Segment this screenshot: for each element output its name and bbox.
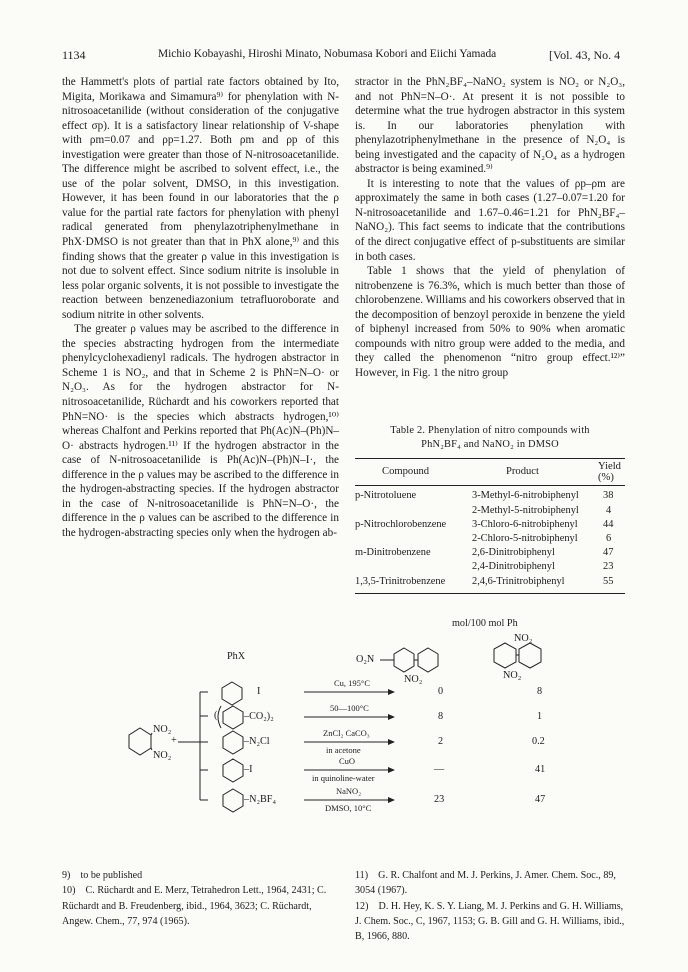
paragraph: stractor in the PhN₂BF₄–NaNO₂ system is NO₂ or N₂O₃, and not PhN=N–O·. At present it is not possible to determine what the true hydrogen abstractor in this system is. In our laboratories phenylation with phenylazotriphenylmethane in the presence of N₂O₄ is being investigated and the capacity of N₂O₄ as a hydrogen abstractor is being examined.⁹⁾ (355, 76, 625, 176)
running-authors: Michio Kobayashi, Hiroshi Minato, Nobumasa Kobori and Eiichi Yamada (158, 48, 497, 60)
condition-below: in acetone (326, 745, 361, 755)
arrow-head-icon (388, 689, 395, 695)
table-cell-yield: 4 (606, 505, 612, 516)
footnotes-right (355, 868, 627, 944)
reagent-suffix: –N₂Cl (244, 736, 270, 747)
table-cell-product: 2-Chloro-5-nitrobiphenyl (472, 533, 578, 544)
yield-product2: 0.2 (532, 736, 545, 747)
table-caption-line2: PhN₂BF₄ and NaNO₂ in DMSO (421, 439, 559, 450)
benzene-ring-icon (223, 789, 243, 812)
benzene-ring-icon (394, 648, 414, 672)
condition-above: CuO (339, 756, 356, 766)
benzene-ring-icon (129, 728, 151, 755)
footnotes-left (62, 868, 340, 929)
product2-no2-top: NO₂ (514, 633, 533, 644)
arrow-head-icon (388, 714, 395, 720)
table-cell-product: 2,4,6-Trinitrobiphenyl (472, 576, 565, 587)
yield-product1: 8 (438, 711, 444, 722)
table-header-product: Product (506, 466, 539, 477)
table-header-compound: Compound (382, 466, 430, 477)
reagent-suffix: –CO₂)₂ (244, 711, 274, 722)
arrow-head-icon (388, 767, 395, 773)
plus-sign: + (171, 735, 177, 746)
table-caption-line1: Table 2. Phenylation of nitro compounds with (390, 425, 590, 436)
condition-below: in quinoline-water (312, 773, 375, 783)
bracket-icon (218, 706, 221, 728)
yield-product2: 1 (537, 711, 543, 722)
product1-no2-left: O₂N (356, 654, 375, 665)
condition-above: ZnCl₂ CaCO₃ (323, 728, 370, 738)
paragraph: It is interesting to note that the values of ρp–ρm are approximately the same in both cases (1.27–0.07=1.20 for N-nitrosoacetanilide and 1.67–0.46=1.21 for PhN₂BF₄–NaNO₂). This fact seems to indicate that the contributions of the direct conjugative effect of p-substituents are similar in both cases. (355, 177, 625, 263)
paragraph: Table 1 shows that the yield of phenylation of nitrobenzene is 76.3%, which is much better than those of chlorobenzene. Williams and his coworkers observed that in the decomposition of benzoyl peroxide in benzene the yield of biphenyl increased from 50% to 90% when aromatic compounds with nitro group were added to the media, and they called the phenomenon “nitro group effect.¹²⁾” However, in Fig. 1 the nitro group (355, 265, 625, 379)
footnote: 12) D. H. Hey, K. S. Y. Liang, M. J. Perkins and G. H. Williams, J. Chem. Soc., C, 1967, 1153; G. B. Gill and G. H. Williams, ibid., B, 1966, 880. (355, 900, 625, 943)
table-cell-yield: 23 (603, 561, 614, 572)
yield-product2: 47 (535, 794, 546, 805)
table-cell-product: 2-Methyl-5-nitrobiphenyl (472, 505, 579, 516)
benzene-ring-icon (223, 706, 243, 729)
reagent-no2-bottom: NO₂ (153, 750, 172, 761)
table-cell-yield: 44 (603, 519, 614, 530)
benzene-ring-icon (418, 648, 438, 672)
product1-no2-bottom: NO₂ (404, 674, 423, 685)
benzene-ring-icon (222, 682, 242, 705)
table-header-yield-unit: (%) (598, 472, 614, 483)
bracket-open: ( (214, 710, 218, 721)
condition-above: Cu, 195°C (334, 678, 370, 688)
table-cell-yield: 47 (603, 547, 614, 558)
table-cell-yield: 6 (606, 533, 612, 544)
table-cell-compound: m-Dinitrobenzene (355, 547, 431, 558)
product2-no2-bottom: NO₂ (503, 670, 522, 681)
condition-below: DMSO, 10°C (325, 803, 372, 813)
yield-product2: 8 (537, 686, 543, 697)
condition-above: NaNO₂ (336, 786, 362, 796)
reagent-no2-top: NO₂ (153, 724, 172, 735)
benzene-ring-icon (519, 643, 541, 668)
scheme-phx-label: PhX (227, 651, 246, 662)
table-cell-product: 3-Chloro-6-nitrobiphenyl (472, 519, 578, 530)
table-header-yield: Yield (598, 461, 621, 472)
footnote: 11) G. R. Chalfont and M. J. Perkins, J. Amer. Chem. Soc., 89, 3054 (1967). (355, 870, 616, 897)
yield-product1: — (434, 764, 445, 775)
table-cell-yield: 38 (603, 490, 614, 501)
arrow-head-icon (388, 739, 395, 745)
benzene-ring-icon (223, 731, 243, 754)
volume-info: [Vol. 43, No. 4 (549, 48, 621, 62)
benzene-ring-icon (494, 643, 516, 668)
footnote: 10) C. Rüchardt and E. Merz, Tetrahedron Lett., 1964, 2431; C. Rüchardt and B. Freudenberg, ibid., 1964, 3623; C. Rüchardt, Angew. Chem., 77, 974 (1965). (62, 885, 327, 927)
arrow-head-icon (388, 797, 395, 803)
paragraph: The greater ρ values may be ascribed to the difference in the species abstracting hydrogen from the intermediate phenylcyclohexadienyl radicals. The hydrogen abstractor in Scheme 1 is NO₂, and that in Scheme 2 is PhN=N–O· or N₂O₃. As for the hydrogen abstractor for N-nitrosoacetanilide, Rüchardt and his coworkers reported that PhN=NO· is the species which abstracts hydrogen,¹⁰⁾ whereas Chalfont and Perkins reported that Ph(Ac)N–(Ph)N–O· abstracts hydrogen.¹¹⁾ If the hydrogen abstractor in the case of N-nitrosoacetanilide is Ph(Ac)N–(Ph)N–I·, the difference in the ρ values may be ascribed to the difference in the hydrogen-abstracting species. If the hydrogen abstractor in the case of N-nitrosoacetanilide is PhN=N–O·, the difference in the ρ values can be ascribed to the difference in the hydrogen-abstracting species only when the hydrogen ab- (62, 323, 339, 539)
reagent-suffix: I (257, 686, 261, 697)
table-cell-yield: 55 (603, 576, 614, 587)
table-cell-product: 3-Methyl-6-nitrobiphenyl (472, 490, 579, 501)
footnote: 9) to be published (62, 870, 143, 881)
yield-product1: 23 (434, 794, 445, 805)
condition-above: 50—100°C (330, 703, 369, 713)
yield-product1: 0 (438, 686, 444, 697)
table-cell-compound: 1,3,5-Trinitrobenzene (355, 576, 446, 587)
table-cell-product: 2,6-Dinitrobiphenyl (472, 547, 555, 558)
table-cell-compound: p-Nitrotoluene (355, 490, 417, 501)
table-cell-compound: p-Nitrochlorobenzene (355, 519, 447, 530)
table-cell-product: 2,4-Dinitrobiphenyl (472, 561, 555, 572)
paragraph: the Hammett's plots of partial rate factors obtained by Ito, Migita, Morikawa and Simamura⁹⁾ for phenylation with N-nitrosoacetanilide (without consideration of the conjugative effect σp). It is a satisfactory linear relationship of V-shape with ρm=0.07 and ρp=1.27. Both ρm and ρp of this investigation were greater than those of N-nitrosoacetanilide. The difference might be ascribed to solvent effect, i.e., the use of the polar solvent, DMSO, in this investigation. However, it has been found in our laboratories that the ρ value for the partial rate factors for phenylation with phenyl radical generated from phenylazotriphenylmethane in PhX·DMSO is not greater than that in PhX alone,⁹⁾ and this finding shows that the greater ρ value in this investigation is not due to solvent effect. Since sodium nitrite is insoluble in less polar organic solvents, it is not possible to investigate the reaction between benzenediazonium tetrafluoroborate and sodium nitrite in other solvents. (62, 76, 339, 321)
scheme-unit-label: mol/100 mol Ph (452, 618, 518, 629)
page-number: 1134 (62, 48, 86, 62)
yield-product2: 41 (535, 764, 546, 775)
reagent-suffix: –I (244, 764, 253, 775)
yield-product1: 2 (438, 736, 444, 747)
benzene-ring-icon (223, 759, 243, 782)
reagent-suffix: –N₂BF₄ (244, 794, 277, 805)
